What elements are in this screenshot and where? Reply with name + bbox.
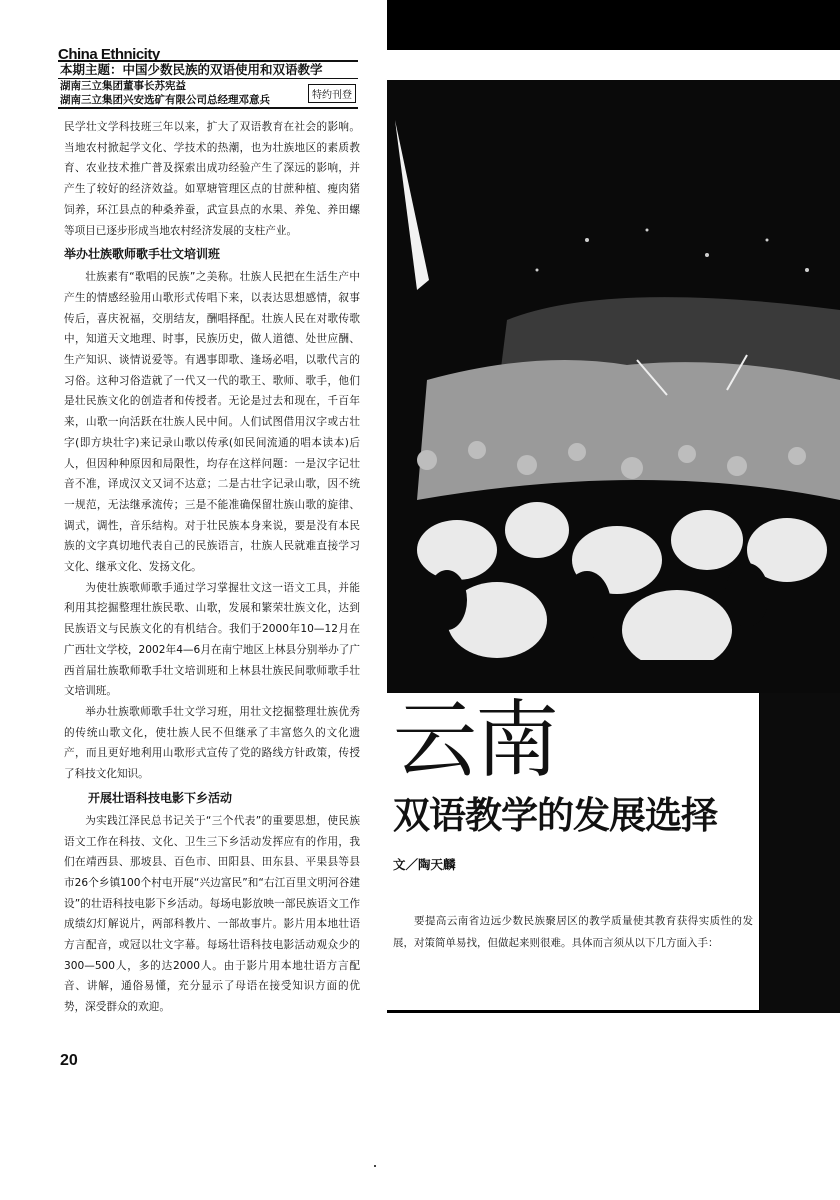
print-speck <box>374 1165 376 1167</box>
photo-right-strip <box>759 693 840 1013</box>
crowd-photo-illustration <box>387 80 840 693</box>
paragraph: 民学壮文学科技班三年以来，扩大了双语教育在社会的影响。当地农村掀起学文化、学技术的热潮，也为壮族地区的素质教育、农业技术推广普及探索出成功经验产生了深远的影响，并产生了较好的经济效益。如覃塘管理区点的甘蔗种植、瘦肉猪饲养，环江县点的种桑养蚕，武宣县点的水果、养兔、养田螺等项目已逐步形成当地农村经济发展的支柱产业。 <box>64 121 360 237</box>
article-byline: 文／陶天麟 <box>393 857 456 872</box>
top-black-bar <box>387 0 840 50</box>
paragraph: 为实践江泽民总书记关于“三个代表”的重要思想，使民族语文工作在科技、文化、卫生三下乡活动发挥应有的作用，我们在靖西县、那坡县、百色市、田阳县、田东县、平果县等县市26个乡镇100个村屯开展“兴边富民”和“右江百里文明河谷建设”的壮语科技电影下乡活动。每场电影放映一部民族语文工作成绩幻灯解说片，两部科教片、一部故事片。影片用本地壮语方言配音，或冠以壮文字幕。每场壮语科技电影活动观众少的300—500人，多的达2000人。由于影片用本地壮语方言配音、讲解，通俗易懂，充分显示了母语在接受知识方面的优势，深受群众的欢迎。 <box>64 814 360 1014</box>
issue-topic: 本期主题：中国少数民族的双语使用和双语教学 <box>58 62 358 79</box>
page-number: 20 <box>60 1052 78 1069</box>
magazine-name: China Ethnicity <box>58 46 160 63</box>
section-heading-film-activity: 开展壮语科技电影下乡活动 <box>88 790 233 805</box>
issue-header <box>58 60 358 109</box>
crowd-photo <box>387 80 840 693</box>
sponsor-names <box>58 79 308 107</box>
sponsor-line-2: 湖南三立集团兴安选矿有限公司总经理邓意兵 <box>60 94 270 106</box>
paragraph: 壮族素有“歌唱的民族”之美称。壮族人民把在生活生产中产生的情感经验用山歌形式传唱下来，以表达思想感情，叙事传后，喜庆祝福，交朋结友，酬唱择配。壮族人民在对歌传歌中，知道天文地理、时事，民族历史，做人道德、处世应酬、生产知识、谈情说爱等。有遇事即歌、逢场必唱，以歌代言的习俗。这种习俗造就了一代又一代的歌王、歌师、歌手，他们是壮民族文化的创造者和传授者。无论是过去和现在，千百年来，山歌一向活跃在壮族人民中间。人们试图借用汉字或古壮字(即方块壮字)来记录山歌以传承(如民间流通的唱本读本)后人，但因种种原因和局限性，均存在这样问题：一是汉字记壮音不准，译成汉文又词不达意；二是古壮字记录山歌，因不统一规范，无法继承流传；三是不能准确保留壮族山歌的旋律、调式，调性，音乐结构。对于壮民族本身来说，要是没有本民族的文字真切地代表自己的民族语言，壮族人民就难直接学习文化、继承文化、发扬文化。 <box>64 271 360 574</box>
article-title-sub: 双语教学的发展选择 <box>393 793 717 837</box>
paragraph: 为使壮族歌师歌手通过学习掌握壮文这一语文工具，并能利用其挖掘整理壮族民歌、山歌，发展和繁荣壮族文化，达到民族语文与民族文化的有机结合。我们于2000年10—12月在广西壮文学校，2002年4—6月在南宁地区上林县分别举办了广西首届壮族歌师歌手壮文培训班和上林县壮族民间歌师歌手壮文培训班。 <box>64 581 360 698</box>
sponsor-line-1: 湖南三立集团董事长苏宪益 <box>60 80 186 92</box>
section-heading-singer-training: 举办壮族歌师歌手壮文培训班 <box>64 247 221 262</box>
sponsor-badge: 特约刊登 <box>308 84 356 103</box>
article-lead: 要提高云南省边远少数民族聚居区的教学质量使其教育获得实质性的发展，对策简单易找，但做起来则很难。具体而言须从以下几方面入手： <box>393 915 753 949</box>
left-article-column <box>64 117 360 1018</box>
article-title-main: 云南 <box>393 691 558 789</box>
sponsor-row <box>58 79 358 107</box>
paragraph: 举办壮族歌师歌手壮文学习班，用壮文挖掘整理壮族优秀的传统山歌文化，使壮族人民不但继承了丰富悠久的文化遗产，而且更好地利用山歌形式宣传了党的路线方针政策，传授了科技文化知识。 <box>64 705 360 781</box>
